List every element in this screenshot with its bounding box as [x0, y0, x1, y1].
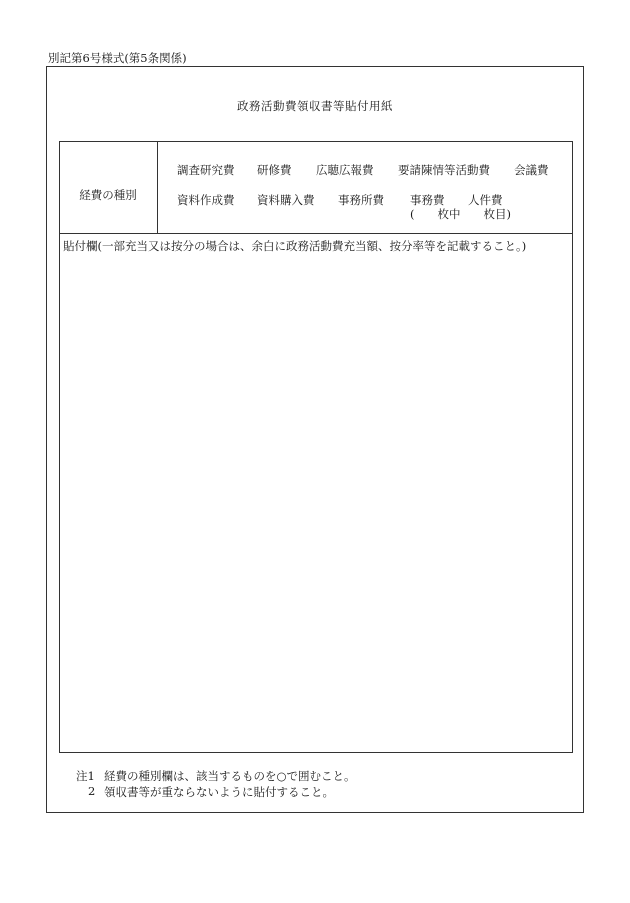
category-personnel[interactable]: 人件費	[468, 193, 503, 207]
category-training[interactable]: 研修費	[257, 163, 292, 177]
note-1-number: 注1	[76, 769, 95, 783]
note-1-text: 経費の種別欄は、該当するものを○で囲むこと。	[104, 769, 356, 783]
note-2-text: 領収書等が重ならないように貼付すること。	[104, 785, 334, 799]
category-public-relations[interactable]: 広聴広報費	[316, 163, 374, 177]
sheet-count: ( 枚中 枚目)	[410, 207, 511, 221]
category-research[interactable]: 調査研究費	[177, 163, 235, 177]
form-reference: 別記第6号様式(第5条関係)	[48, 51, 187, 65]
category-clerical[interactable]: 事務費	[410, 193, 445, 207]
note-2-number: 2	[88, 784, 96, 798]
category-material-purchase[interactable]: 資料購入費	[257, 193, 315, 207]
document-title: 政務活動費領収書等貼付用紙	[237, 99, 393, 113]
paste-field-note: 貼付欄(一部充当又は按分の場合は、余白に政務活動費充当額、按分率等を記載すること。)	[63, 239, 527, 253]
category-meeting[interactable]: 会議費	[514, 163, 549, 177]
table-column-divider	[157, 141, 158, 233]
category-petition-activities[interactable]: 要請陳情等活動費	[398, 163, 490, 177]
category-office[interactable]: 事務所費	[338, 193, 384, 207]
table-row-divider	[59, 233, 573, 234]
category-document-preparation[interactable]: 資料作成費	[177, 193, 235, 207]
expense-type-label: 経費の種別	[79, 188, 137, 202]
